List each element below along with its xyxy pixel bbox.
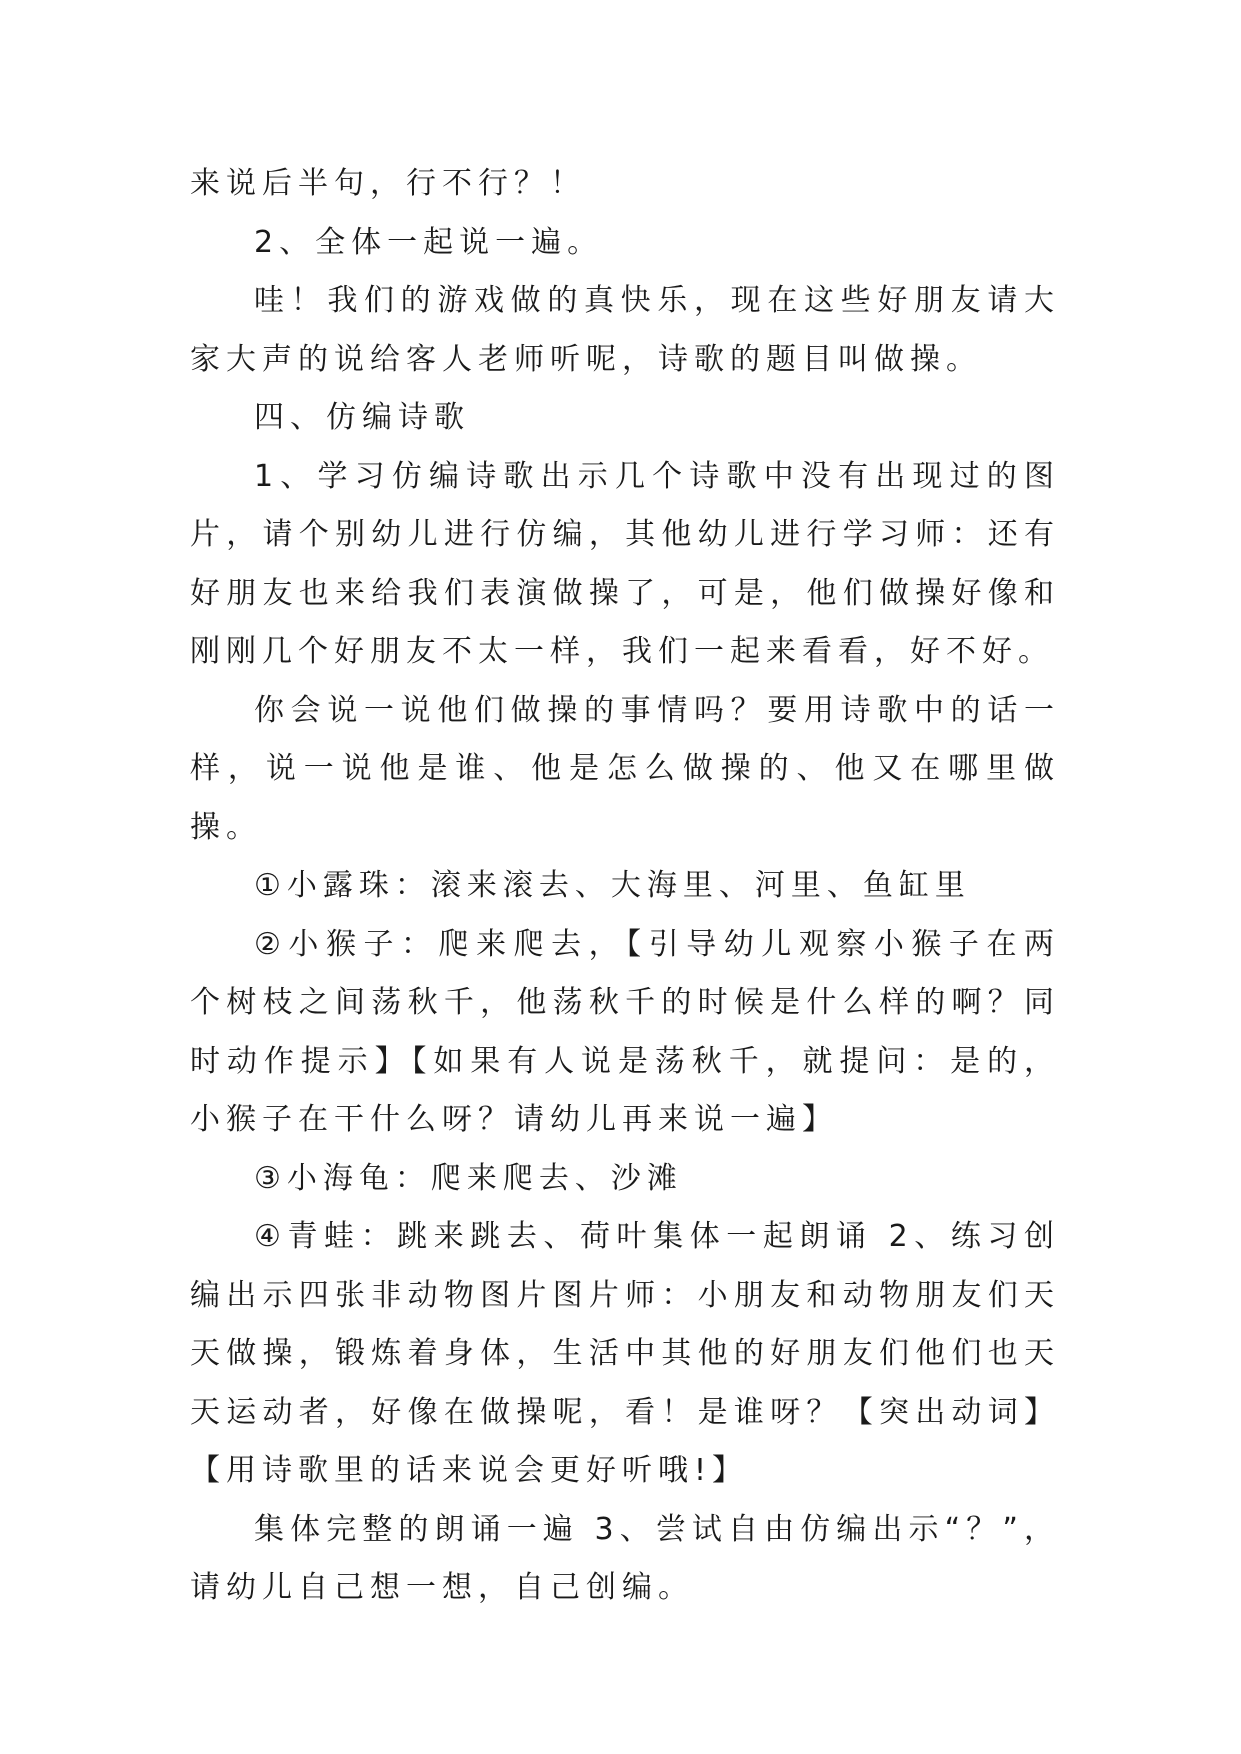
list-item-turtle: ③小海龟：爬来爬去、沙滩 — [254, 1160, 683, 1196]
list-item-monkey: ②小猴子：爬来爬去，【引导幼儿观察小猴子在两个树枝之间荡秋千，他荡秋千的时候是什么样的啊？同时动作提示】【如果有人说是荡秋千，就提问：是的，小猴子在干什么呀？请幼儿再来说一遍】 — [190, 926, 1060, 1137]
paragraph-step-1-learn: 1、学习仿编诗歌出示几个诗歌中没有出现过的图片，请个别幼儿进行仿编，其他幼儿进行学习师：还有好朋友也来给我们表演做操了，可是，他们做操好像和刚刚几个好朋友不太一样，我们一起来看看，好不好。 — [190, 458, 1060, 669]
paragraph-step-2: 2、全体一起说一遍。 — [254, 224, 604, 260]
paragraph-game-happy: 哇！我们的游戏做的真快乐，现在这些好朋友请大家大声的说给客人老师听呢，诗歌的题目叫做操。 — [190, 283, 1060, 377]
section-heading-imitate-poem: 四、仿编诗歌 — [254, 400, 470, 435]
list-item-frog: ④青蛙：跳来跳去、荷叶集体一起朗诵 2、练习创编出示四张非动物图片图片师：小朋友和动物朋友们天天做操，锻炼着身体，生活中其他的好朋友们他们也天天运动者，好像在做操呢，看！是谁呀？【突出动词】【用诗歌里的话来说会更好听哦!】 — [190, 1219, 1060, 1488]
paragraph-question: 你会说一说他们做操的事情吗？要用诗歌中的话一样，说一说他是谁、他是怎么做操的、他又在哪里做操。 — [190, 692, 1060, 845]
paragraph-free-creation: 集体完整的朗诵一遍 3、尝试自由仿编出示“？”，请幼儿自己想一想，自己创编。 — [190, 1511, 1060, 1605]
document-body — [190, 155, 1060, 1618]
paragraph-continuation: 来说后半句，行不行？！ — [190, 166, 586, 201]
list-item-dewdrop: ①小露珠：滚来滚去、大海里、河里、鱼缸里 — [254, 868, 971, 903]
